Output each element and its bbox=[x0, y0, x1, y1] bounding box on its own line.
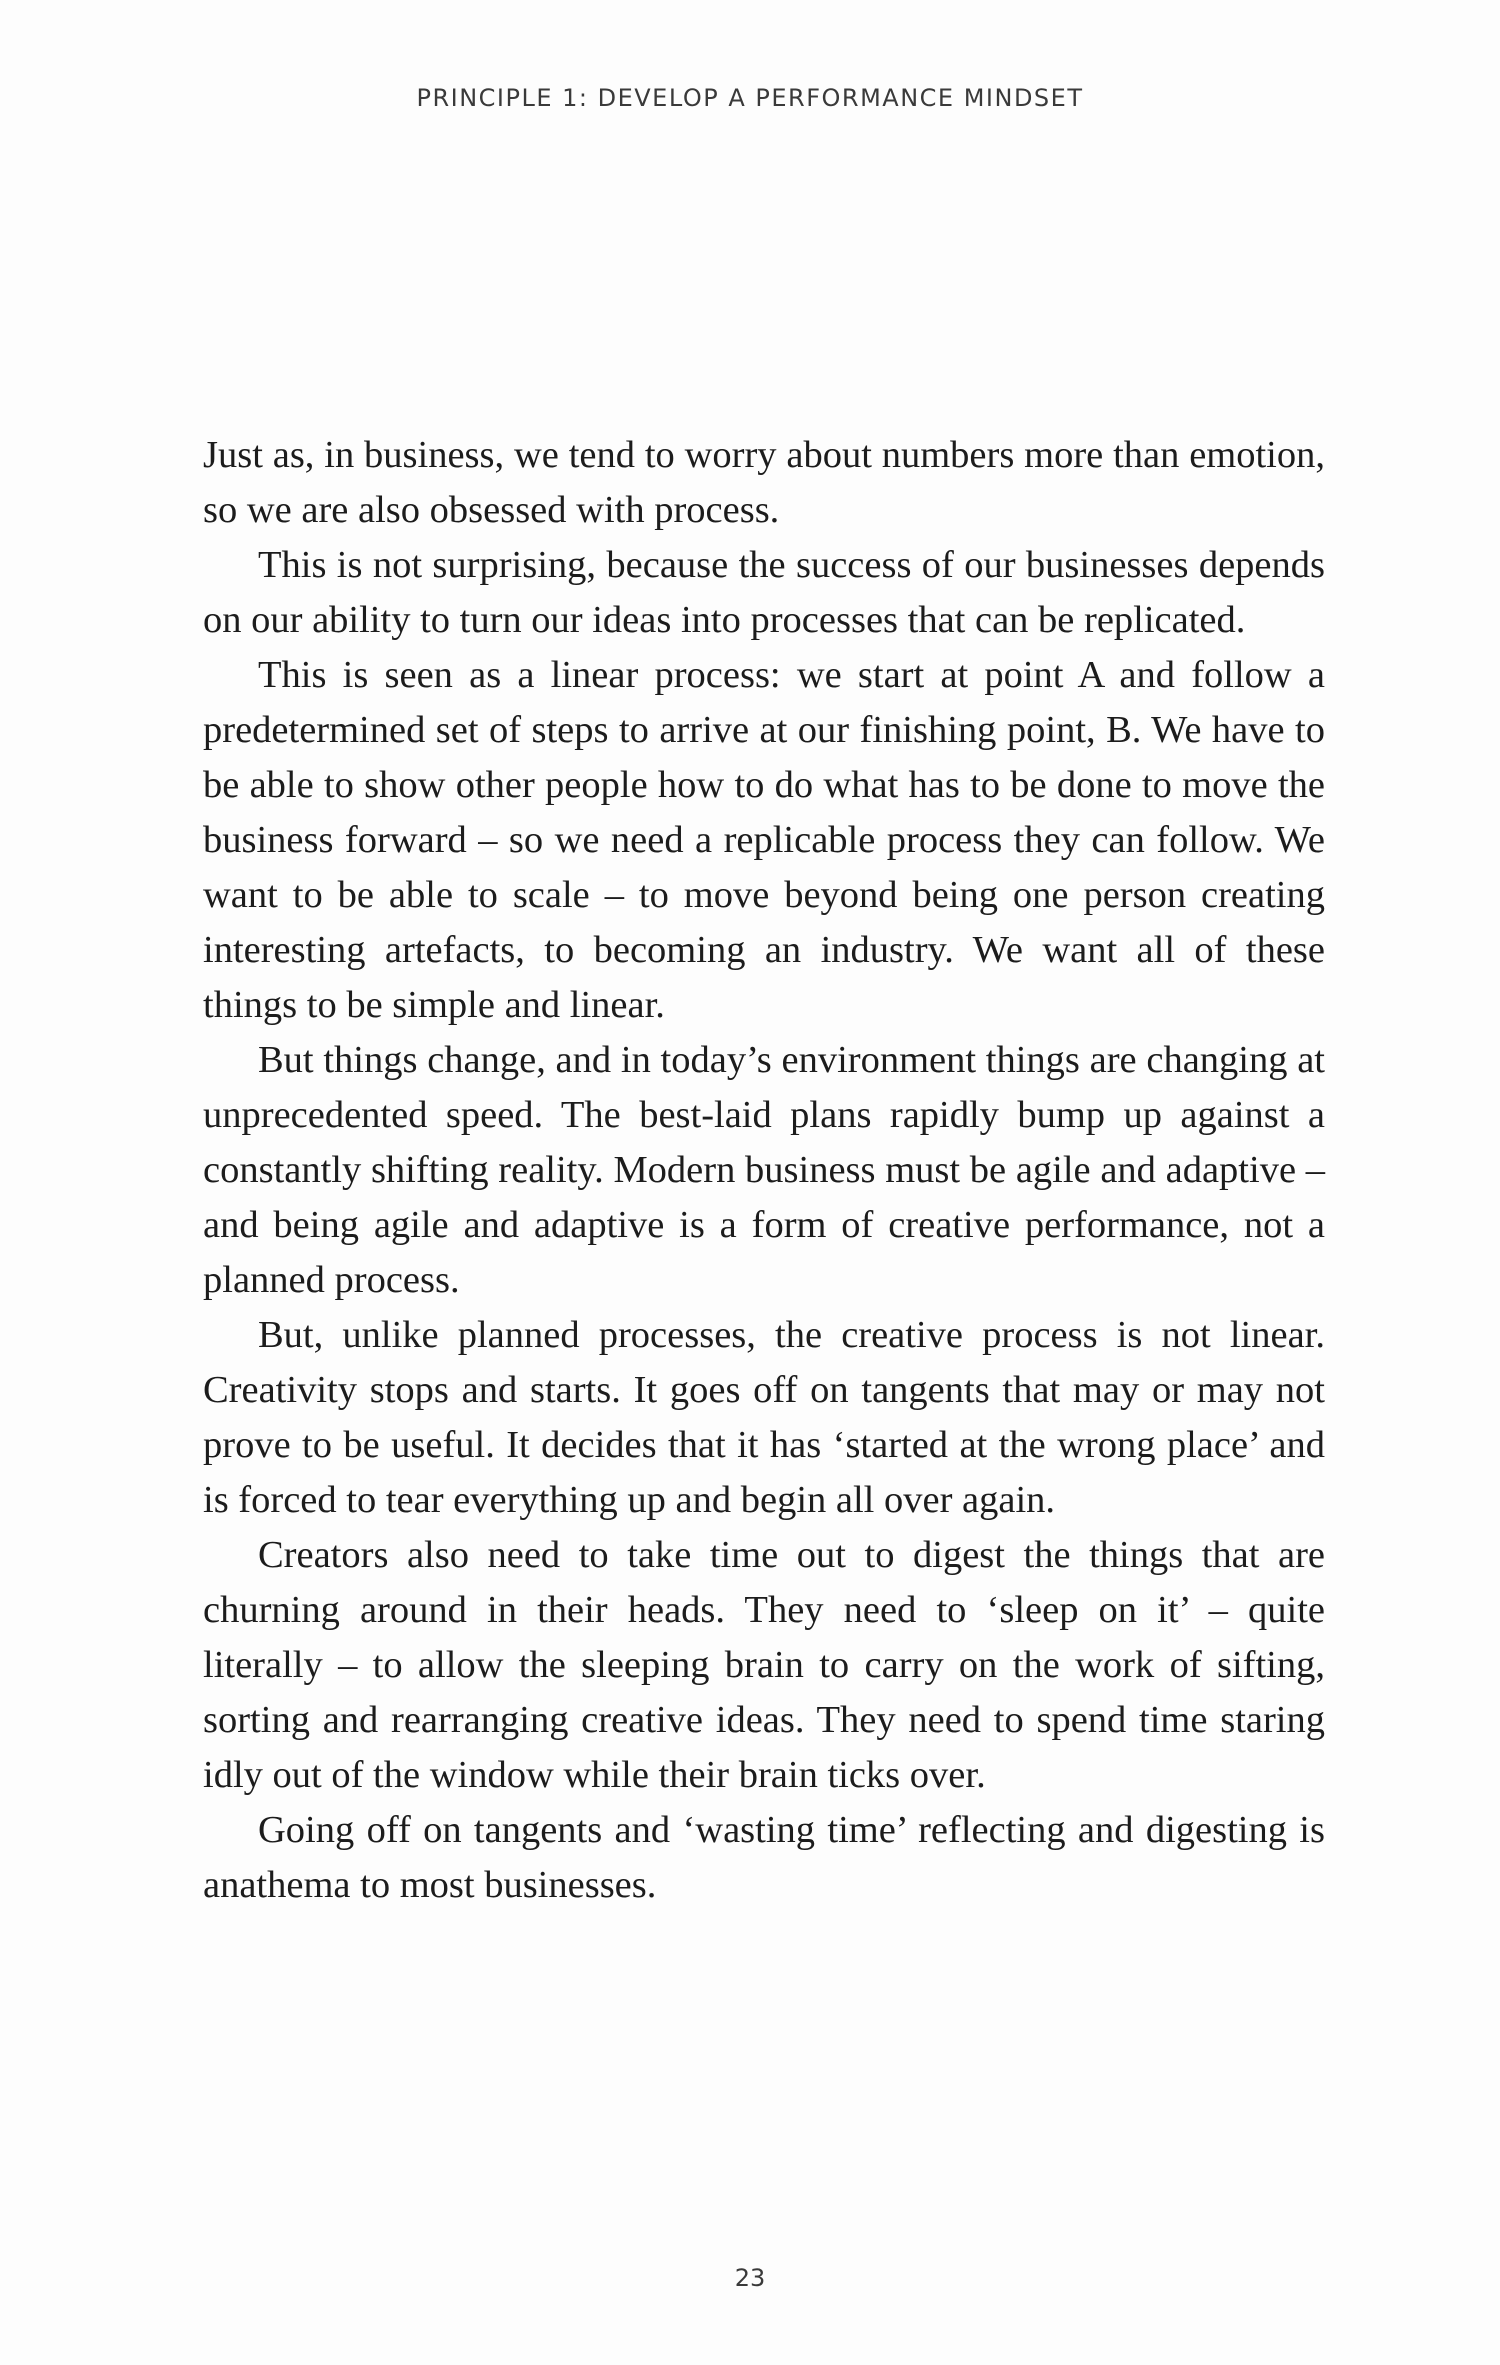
running-header: PRINCIPLE 1: DEVELOP A PERFORMANCE MINDSET bbox=[416, 84, 1084, 112]
body-text bbox=[203, 428, 1325, 1913]
page-number: 23 bbox=[734, 2264, 766, 2292]
paragraph: This is not surprising, because the success of our businesses depends on our ability to turn our ideas into processes that can be replicated. bbox=[203, 544, 1325, 641]
paragraph: Just as, in business, we tend to worry about numbers more than emotion, so we are also obsessed with process. bbox=[203, 434, 1325, 531]
paragraph: But things change, and in today’s environment things are changing at unprecedented speed. The best-laid plans rapidly bump up against a constantly shifting reality. Modern business must be agile and adaptive – and being agile and adaptive is a form of creative performance, not a planned process. bbox=[203, 1039, 1325, 1301]
paragraph: Creators also need to take time out to digest the things that are churning around in their heads. They need to ‘sleep on it’ – quite literally – to allow the sleeping brain to carry on the work of sifting, sorting and rearranging creative ideas. They need to spend time staring idly out of the window while their brain ticks over. bbox=[203, 1534, 1325, 1796]
paragraph: This is seen as a linear process: we start at point A and follow a predetermined set of steps to arrive at our finishing point, B. We have to be able to show other people how to do what has to be done to move the business forward – so we need a replicable process they can follow. We want to be able to scale – to move beyond being one person creating interesting artefacts, to becoming an industry. We want all of these things to be simple and linear. bbox=[203, 654, 1325, 1026]
paragraph: Going off on tangents and ‘wasting time’ reflecting and digesting is anathema to most businesses. bbox=[203, 1809, 1325, 1906]
paragraph: But, unlike planned processes, the creative process is not linear. Creativity stops and starts. It goes off on tangents that may or may not prove to be useful. It decides that it has ‘started at the wrong place’ and is forced to tear everything up and begin all over again. bbox=[203, 1314, 1325, 1521]
